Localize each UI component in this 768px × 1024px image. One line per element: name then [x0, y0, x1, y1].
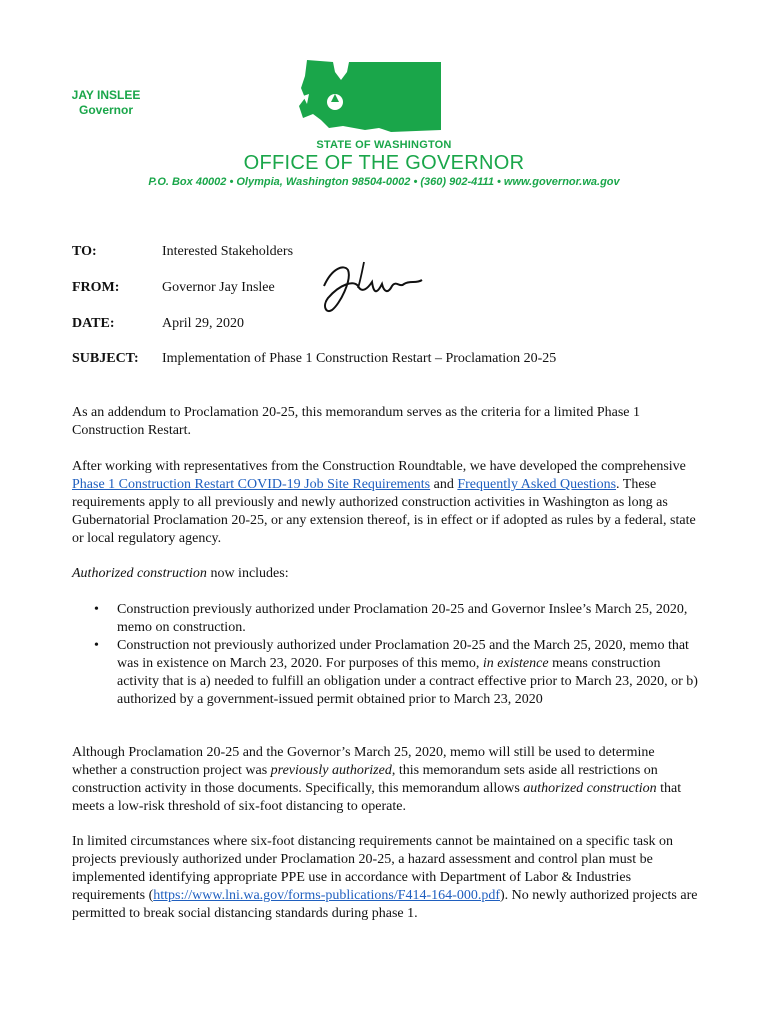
job-site-requirements-link[interactable]: Phase 1 Construction Restart COVID-19 Job Site Requirements [72, 477, 431, 492]
authorized-construction-list [72, 601, 702, 709]
governor-title: Governor [78, 103, 133, 117]
paragraph-text: and [430, 477, 458, 492]
office-heading: OFFICE OF THE GOVERNOR [243, 152, 525, 174]
date-label: DATE: [72, 316, 115, 331]
italic-term: previously authorized [270, 763, 392, 778]
governor-signature [318, 258, 426, 318]
lni-forms-link[interactable]: https://www.lni.wa.gov/forms-publications/F414-164-000.pdf [153, 888, 500, 903]
to-label: TO: [72, 244, 97, 259]
paragraph-authorized [72, 565, 702, 583]
governor-block [66, 88, 146, 118]
italic-term: in existence [482, 656, 549, 671]
office-address: P.O. Box 40002 • Olympia, Washington 98504-0002 • (360) 902-4111 • www.governor.wa.gov [148, 176, 620, 188]
italic-term: authorized construction [523, 781, 657, 796]
list-item [72, 637, 702, 709]
paragraph-text: Although Proclamation 20-25 and the Governor’s March 25, 2020, memo will still be used to determine whether a construction project was [72, 745, 655, 778]
list-item-text: Construction not previously authorized under Proclamation 20-25 and the March 25, 2020, memo that was in existence on March 23, 2020. For purposes of this memo, [117, 638, 689, 671]
paragraph-requirements [72, 458, 702, 548]
paragraph-text: After working with representatives from the Construction Roundtable, we have developed the comprehensive [72, 459, 686, 474]
paragraph-text: , this memorandum sets aside all restrictions on construction activity in those documents. Specifically, this memorandum allows [72, 763, 658, 796]
paragraph-limited-circumstances [72, 833, 702, 923]
paragraph-text: now includes: [206, 566, 289, 581]
list-item [72, 601, 702, 637]
from-label: FROM: [72, 280, 120, 295]
state-heading: STATE OF WASHINGTON [316, 139, 452, 151]
bullet-icon: • [94, 638, 99, 653]
paragraph-previously-authorized [72, 744, 702, 816]
faq-link[interactable]: Frequently Asked Questions [457, 477, 617, 492]
paragraph-intro: As an addendum to Proclamation 20-25, this memorandum serves as the criteria for a limited Phase 1 Construction Restart. [72, 405, 641, 438]
from-value: Governor Jay Inslee [162, 280, 275, 295]
list-item-text: means construction activity that is a) needed to fulfill an obligation under a contract effective prior to March 23, 2020, or b) authorized by a government-issued permit obtained prior to March 23, 2020 [117, 656, 698, 707]
date-value: April 29, 2020 [162, 316, 245, 331]
subject-label: SUBJECT: [72, 351, 139, 366]
paragraph-text: ). No newly authorized projects are permitted to break social distancing standards during phase 1. [72, 888, 698, 921]
washington-state-seal-icon [295, 58, 445, 136]
to-value: Interested Stakeholders [162, 244, 294, 259]
paragraph-text: that meets a low-risk threshold of six-foot distancing to operate. [72, 781, 682, 814]
governor-name: JAY INSLEE [71, 88, 141, 102]
bullet-icon: • [94, 602, 99, 617]
italic-term: Authorized construction [72, 566, 207, 581]
list-item-text: Construction previously authorized under Proclamation 20-25 and Governor Inslee’s March 25, 2020, memo on construction. [117, 602, 688, 635]
subject-value: Implementation of Phase 1 Construction Restart – Proclamation 20-25 [162, 351, 557, 366]
paragraph-text: In limited circumstances where six-foot distancing requirements cannot be maintained on a specific task on projects previously authorized under Proclamation 20-25, a hazard assessment and control plan must be implemented identifying appropriate PPE use in accordance with Department of Labor & Industries requirements ( [72, 834, 674, 903]
paragraph-text: . These requirements apply to all previously and newly authorized construction activities in Washington as long as Gubernatorial Proclamation 20-25, or any extension thereof, is in effect or if adopted as rules by a federal, state or local regulatory agency. [72, 477, 696, 546]
